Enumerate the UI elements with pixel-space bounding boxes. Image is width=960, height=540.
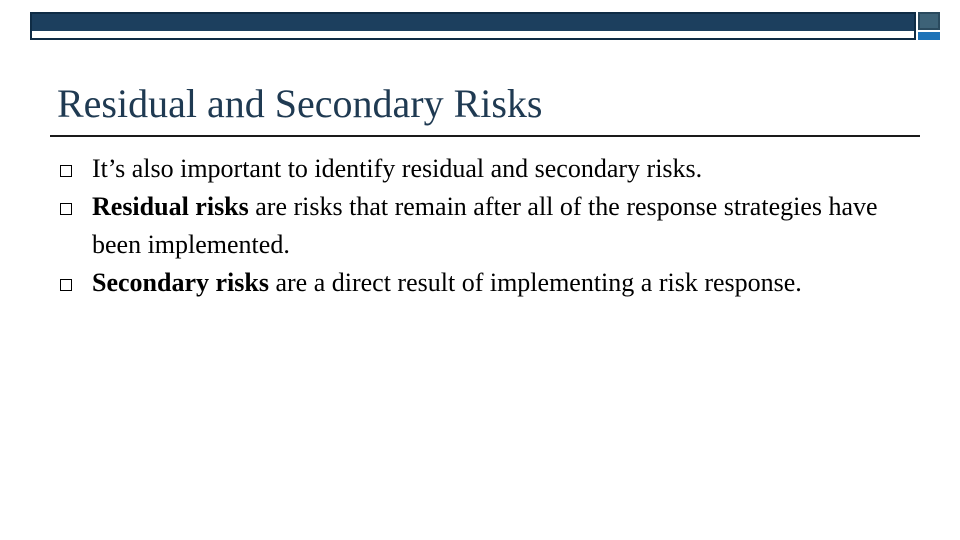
hollow-square-icon <box>60 203 72 215</box>
slide-title: Residual and Secondary Risks <box>57 81 543 126</box>
top-bar-band <box>32 14 914 31</box>
bullet-list <box>58 150 898 302</box>
corner-square-blue <box>918 32 940 40</box>
bullet-text: are risks that remain after all of the response strategies have been implemented. <box>92 192 878 259</box>
bullet-text: are a direct result of implementing a risk response. <box>268 268 802 297</box>
corner-accent-squares <box>918 12 940 40</box>
hollow-square-icon <box>60 279 72 291</box>
bullet-text: It’s also important to identify residual and secondary risks. <box>92 154 703 183</box>
bullet-term: Residual risks <box>92 192 249 221</box>
bullet-item <box>58 188 898 264</box>
bullet-item <box>58 264 898 302</box>
bullet-item <box>58 150 898 188</box>
title-underline-rule <box>50 135 920 137</box>
bullet-term: Secondary risks <box>92 268 269 297</box>
top-decorative-bar <box>30 12 916 40</box>
hollow-square-icon <box>60 165 72 177</box>
corner-square-dark <box>918 12 940 30</box>
